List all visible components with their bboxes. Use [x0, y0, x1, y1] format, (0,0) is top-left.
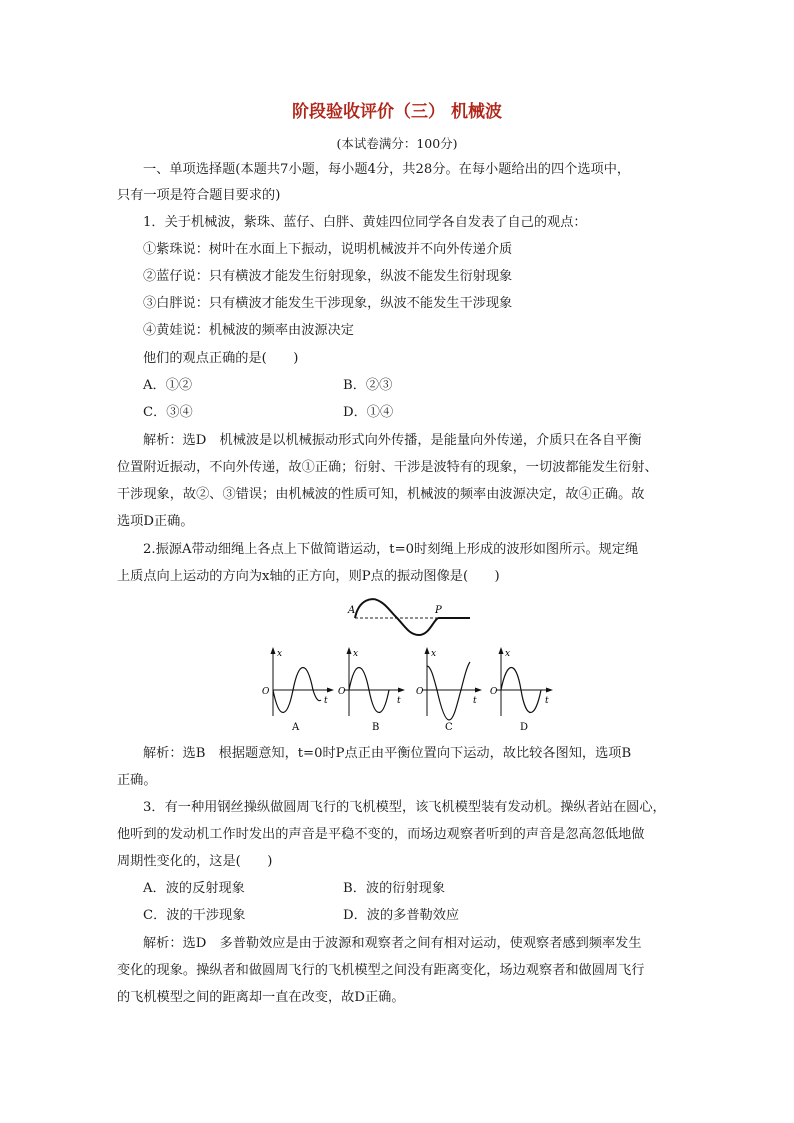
q2-stem-line2: 上质点向上运动的方向为x轴的正方向，则P点的振动图像是( )	[117, 569, 500, 584]
q3-option-a: A．波的反射现象	[143, 881, 245, 896]
vibration-graphs	[258, 644, 558, 736]
point-label-p: P	[435, 605, 442, 616]
source-label-a: A	[348, 605, 356, 616]
q1-answer-line1: 解析：选D 机械波是以机械振动形式向外传播，是能量向外传递，介质只在各自平衡	[143, 433, 642, 448]
q1-view-2: ②蓝仔说：只有横波才能发生衍射现象，纵波不能发生衍射现象	[143, 269, 513, 284]
section-heading-line1: 一、单项选择题(本题共7小题，每小题4分，共28分。在每小题给出的四个选项中，	[143, 162, 631, 177]
q1-view-1: ①紫珠说：树叶在水面上下振动，说明机械波并不向外传递介质	[143, 242, 513, 257]
graph-c	[416, 647, 482, 733]
graph-a	[262, 647, 334, 733]
graph-a-origin: O	[262, 687, 270, 697]
graph-a-y-label: x	[277, 649, 283, 659]
page-subtitle: (本试卷满分：100分)	[336, 136, 458, 151]
q2-answer-line1: 解析：选B 根据题意知，t=0时P点正由平衡位置向下运动，故比较各图知，选项B	[143, 746, 632, 761]
page-title: 阶段验收评价（三） 机械波	[292, 102, 502, 122]
graph-d-label: D	[520, 722, 529, 733]
q2-answer-line2: 正确。	[117, 773, 157, 788]
graph-c-label: C	[445, 722, 453, 733]
q3-answer-line2: 变化的现象。操纵者和做圆周飞行的飞机模型之间没有距离变化，场边观察者和做圆周飞行	[117, 963, 645, 978]
graph-b-label: B	[372, 722, 380, 733]
graph-b	[338, 647, 405, 733]
q1-stem: 1．关于机械波，紫珠、蓝仔、白胖、黄娃四位同学各自发表了自己的观点：	[143, 215, 587, 230]
q3-stem-line2: 他听到的发动机工作时发出的声音是平稳不变的，而场边观察者听到的声音是忽高忽低地做	[117, 827, 645, 842]
q1-option-b: B．②③	[343, 378, 393, 393]
q1-answer-line3: 干涉现象，故②、③错误；由机械波的性质可知，机械波的频率由波源决定，故④正确。故	[117, 487, 645, 502]
q1-answer-line4: 选项D正确。	[117, 514, 194, 529]
q1-option-c: C．③④	[143, 405, 193, 420]
q3-answer-line1: 解析：选D 多普勒效应是由于波源和观察者之间有相对运动，使观察者感到频率发生	[143, 936, 642, 951]
graph-d	[490, 647, 553, 733]
graph-c-origin: O	[416, 687, 424, 697]
graph-a-x-label: t	[324, 696, 328, 706]
q3-answer-line3: 的飞机模型之间的距离却一直在改变，故D正确。	[117, 990, 405, 1005]
q1-option-a: A．①②	[143, 378, 193, 393]
section-heading-line2: 只有一项是符合题目要求的)	[117, 188, 281, 203]
graph-b-y-label: x	[353, 649, 359, 659]
q1-answer-line2: 位置附近振动，不向外传递，故①正确；衍射、干涉是波特有的现象，一切波都能发生衍射、	[117, 460, 658, 475]
graph-c-x-label: t	[473, 696, 477, 706]
q3-option-d: D．波的多普勒效应	[343, 908, 460, 923]
q3-stem-line1: 3．有一种用钢丝操纵做圆周飞行的飞机模型，该飞机模型装有发动机。操纵者站在圆心，	[143, 800, 666, 815]
graph-d-origin: O	[490, 687, 498, 697]
graph-a-label: A	[292, 722, 300, 733]
graph-d-x-label: t	[545, 696, 549, 706]
q3-option-c: C．波的干涉现象	[143, 908, 246, 923]
q3-stem-line3: 周期性变化的，这是( )	[117, 854, 273, 869]
graph-b-origin: O	[338, 687, 346, 697]
q1-question: 他们的观点正确的是( )	[143, 351, 299, 366]
q1-view-3: ③白胖说：只有横波才能发生干涉现象，纵波不能发生干涉现象	[143, 296, 513, 311]
q3-option-b: B．波的衍射现象	[343, 881, 446, 896]
rope-wave-figure	[345, 593, 480, 638]
wave-curve	[355, 599, 438, 635]
graph-d-y-label: x	[505, 649, 511, 659]
q1-option-d: D．①④	[343, 405, 394, 420]
graph-c-y-label: x	[431, 649, 437, 659]
q2-stem-line1: 2.振源A带动细绳上各点上下做简谐运动，t=0时刻绳上形成的波形如图所示。规定绳	[143, 542, 639, 557]
graph-b-x-label: t	[397, 696, 401, 706]
q1-view-4: ④黄娃说：机械波的频率由波源决定	[143, 323, 354, 338]
